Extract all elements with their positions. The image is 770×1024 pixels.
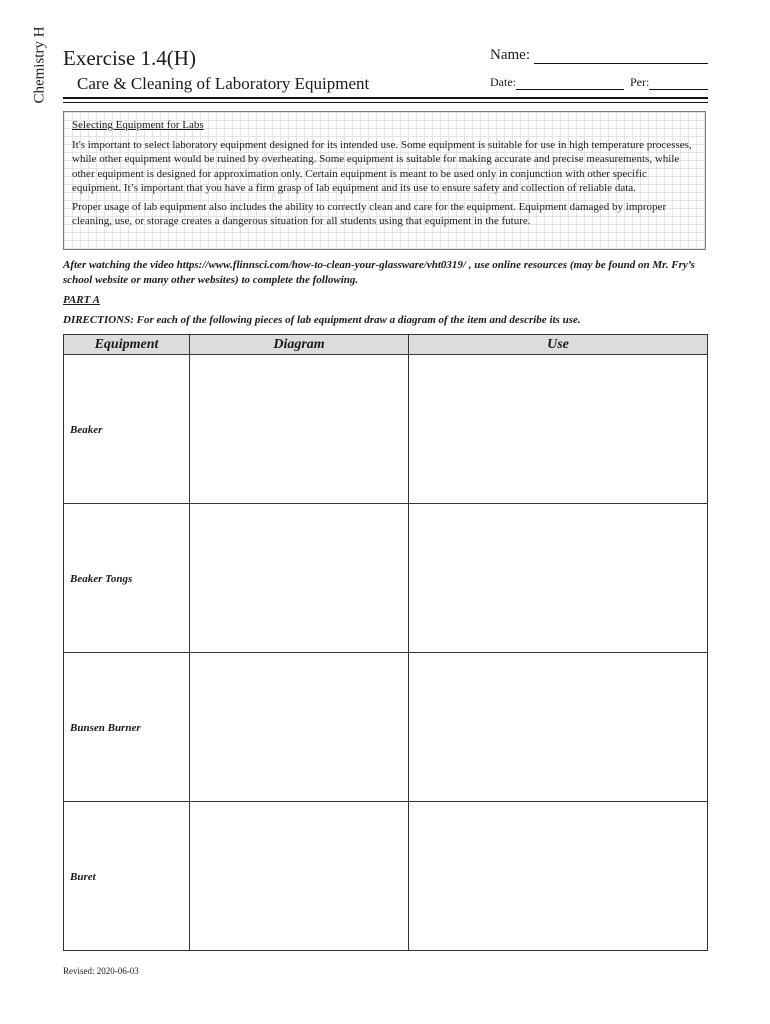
intro-paragraph-2: Proper usage of lab equipment also includes the ability to correctly clean and care for the equipment. Equipment damaged by improper cleaning, use, or storage creates a dangerous situation for all students using that equipment in the future. xyxy=(72,201,667,228)
table-row xyxy=(64,355,708,504)
header-use: Use xyxy=(409,335,708,355)
table-row xyxy=(64,653,708,802)
equipment-cell xyxy=(64,504,190,653)
intro-heading: Selecting Equipment for Labs xyxy=(72,119,204,131)
use-cell[interactable] xyxy=(409,355,708,504)
table-row xyxy=(64,802,708,951)
header-diagram: Diagram xyxy=(190,335,409,355)
date-blank[interactable] xyxy=(516,77,624,90)
exercise-subtitle: Care & Cleaning of Laboratory Equipment xyxy=(77,74,370,93)
per-blank[interactable] xyxy=(649,77,708,90)
intro-paragraph-1: It's important to select laboratory equipment designed for its intended use. Some equipment is suitable for use in high temperature processes, while other equipment would be ruined by overheating. Some equipment is suitable for making accurate and precise measurements, while other equipment is designed for approximation only. Certain equipment is meant to be used only in conjunction with other specific equipment. It’s important that you have a firm grasp of lab equipment and its use to ensure safety and collection of reliable data. xyxy=(72,139,692,194)
equipment-cell xyxy=(64,653,190,802)
use-cell[interactable] xyxy=(409,653,708,802)
equipment-label: Beaker Tongs xyxy=(70,573,133,585)
equipment-label: Beaker xyxy=(70,424,103,436)
equipment-table xyxy=(63,334,708,951)
course-label-text: Chemistry H xyxy=(31,26,48,104)
diagram-cell[interactable] xyxy=(190,802,409,951)
table-header-row xyxy=(64,335,708,355)
equipment-cell xyxy=(64,802,190,951)
diagram-cell[interactable] xyxy=(190,355,409,504)
use-cell[interactable] xyxy=(409,802,708,951)
name-blank[interactable] xyxy=(534,49,708,64)
diagram-cell[interactable] xyxy=(190,504,409,653)
header-equipment: Equipment xyxy=(64,335,190,355)
part-a-heading: PART A xyxy=(63,294,100,306)
diagram-cell[interactable] xyxy=(190,653,409,802)
date-label: Date: xyxy=(490,75,516,89)
per-label: Per: xyxy=(630,75,650,89)
header-rule-thick xyxy=(63,97,708,99)
name-label: Name: xyxy=(490,47,530,63)
directions-text: DIRECTIONS: For each of the following pieces of lab equipment draw a diagram of the item and describe its use. xyxy=(63,314,581,326)
equipment-cell xyxy=(64,355,190,504)
revision-date: Revised: 2020-06-03 xyxy=(63,966,139,976)
use-cell[interactable] xyxy=(409,504,708,653)
date-per-field xyxy=(490,75,708,90)
intro-box xyxy=(63,111,706,250)
video-instructions: After watching the video https://www.flinnsci.com/how-to-clean-your-glassware/vht0319/ , use online resources (may be found on Mr. Fry’s school website or many other websites) to complete the following. xyxy=(63,259,695,286)
table-row xyxy=(64,504,708,653)
exercise-title: Exercise 1.4(H) xyxy=(63,46,196,70)
course-label xyxy=(28,20,52,110)
equipment-label: Bunsen Burner xyxy=(70,722,141,734)
equipment-label: Buret xyxy=(70,871,96,883)
header-rule-thin xyxy=(63,102,708,103)
name-field xyxy=(490,47,708,64)
